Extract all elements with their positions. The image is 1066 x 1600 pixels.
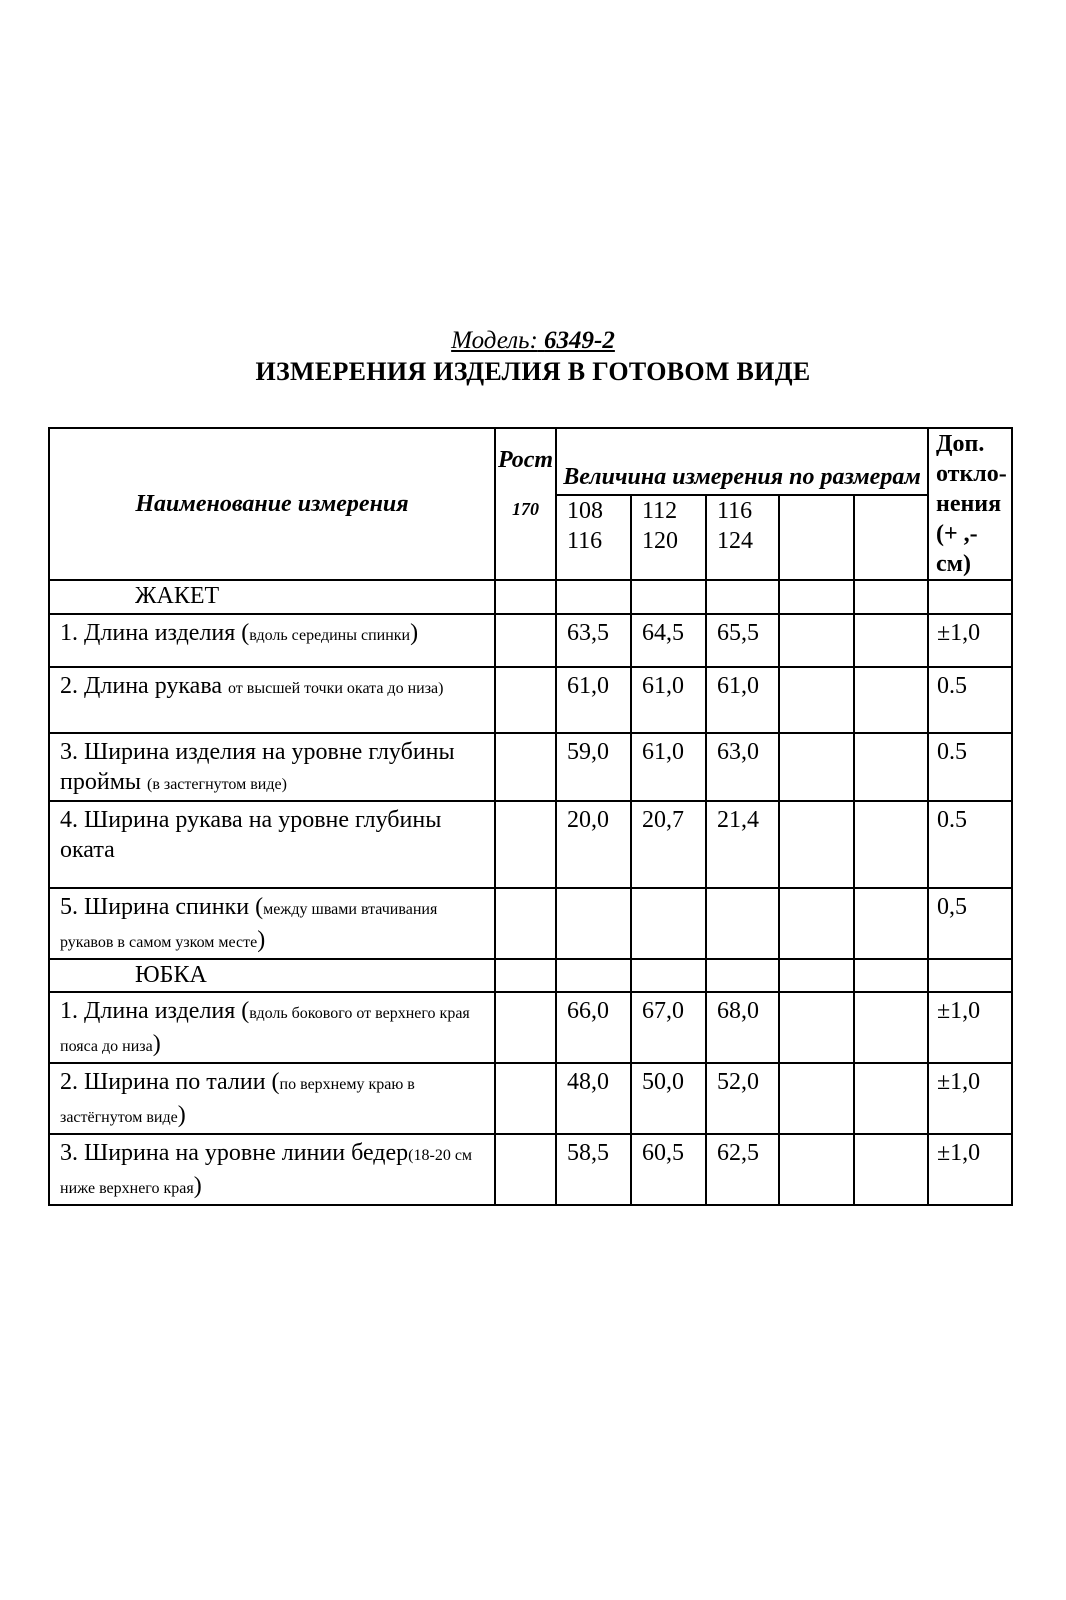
empty-cell	[779, 733, 854, 801]
measurement-label: 2. Ширина по талии (	[60, 1069, 280, 1095]
size-value: 60,5	[631, 1134, 706, 1205]
measurement-tail: )	[152, 1031, 161, 1057]
measurement-note: (в застегнутом виде)	[147, 776, 287, 793]
size-value: 61,0	[631, 667, 706, 733]
model-number: 6349-2	[544, 327, 615, 354]
empty-cell	[779, 992, 854, 1063]
size-column	[631, 495, 706, 580]
height-cell	[495, 992, 556, 1063]
section-title: ЮБКА	[49, 959, 495, 992]
size-value	[631, 888, 706, 959]
table-row	[49, 667, 1012, 733]
measurement-note: между швами втачивания рукавов в самом узком месте	[60, 901, 438, 951]
section-title: ЖАКЕТ	[49, 580, 495, 614]
empty-cell	[706, 959, 779, 992]
measurement-name	[49, 614, 495, 667]
size-value: 68,0	[706, 992, 779, 1063]
table-row	[49, 1134, 1012, 1205]
empty-cell	[854, 801, 928, 888]
measurement-note: от высшей точки оката до низа)	[228, 680, 444, 697]
height-cell	[495, 733, 556, 801]
height-label: Рост	[497, 447, 554, 473]
size-value: 63,0	[706, 733, 779, 801]
empty-cell	[779, 1134, 854, 1205]
empty-cell	[631, 580, 706, 614]
tolerance-value: 0.5	[928, 733, 1012, 801]
tolerance-value: ±1,0	[928, 992, 1012, 1063]
size-value: 65,5	[706, 614, 779, 667]
measurement-name	[49, 801, 495, 888]
empty-cell	[928, 580, 1012, 614]
size-value: 64,5	[631, 614, 706, 667]
size-value: 50,0	[631, 1063, 706, 1134]
size-column	[556, 495, 631, 580]
tolerance-value: 0,5	[928, 888, 1012, 959]
height-cell	[495, 667, 556, 733]
empty-cell	[779, 667, 854, 733]
empty-cell	[779, 1063, 854, 1134]
measurement-tail: )	[193, 1173, 202, 1199]
size-column	[706, 495, 779, 580]
height-cell	[495, 1063, 556, 1134]
size-value: 58,5	[556, 1134, 631, 1205]
size-value: 63,5	[556, 614, 631, 667]
empty-cell	[854, 667, 928, 733]
tolerance-line: Доп.	[936, 431, 985, 457]
table-row	[49, 1063, 1012, 1134]
tolerance-value: ±1,0	[928, 1063, 1012, 1134]
empty-cell	[556, 959, 631, 992]
height-cell	[495, 801, 556, 888]
empty-cell	[495, 959, 556, 992]
measurement-name	[49, 733, 495, 801]
measurement-label: 3. Ширина изделия на уровне глубины проймы	[60, 739, 455, 795]
measurement-tail: )	[410, 620, 419, 646]
empty-size-column	[854, 495, 928, 580]
empty-cell	[779, 580, 854, 614]
empty-cell	[854, 888, 928, 959]
measurement-label: 4. Ширина рукава на уровне глубины оката	[60, 807, 442, 863]
col-header-name: Наименование измерения	[49, 428, 495, 580]
empty-cell	[495, 580, 556, 614]
empty-cell	[556, 580, 631, 614]
empty-cell	[779, 614, 854, 667]
table-row	[49, 992, 1012, 1063]
empty-cell	[779, 888, 854, 959]
empty-cell	[779, 801, 854, 888]
size-bottom: 120	[642, 527, 678, 554]
empty-size-column	[779, 495, 854, 580]
measurement-name	[49, 1134, 495, 1205]
size-top: 116	[717, 497, 753, 524]
size-bottom: 124	[717, 527, 753, 554]
section-row	[49, 580, 1012, 614]
tolerance-value: ±1,0	[928, 614, 1012, 667]
size-value: 62,5	[706, 1134, 779, 1205]
tolerance-line: откло-	[936, 461, 1007, 487]
model-label: Модель:	[451, 327, 538, 354]
height-value: 170	[512, 499, 539, 519]
size-value: 61,0	[556, 667, 631, 733]
size-top: 112	[642, 497, 678, 524]
col-header-height	[495, 428, 556, 580]
tolerance-value: ±1,0	[928, 1134, 1012, 1205]
size-value: 52,0	[706, 1063, 779, 1134]
size-value: 61,0	[631, 733, 706, 801]
measurement-label: 5. Ширина спинки (	[60, 894, 264, 920]
tolerance-line: нения	[936, 491, 1002, 517]
empty-cell	[854, 959, 928, 992]
size-value: 48,0	[556, 1063, 631, 1134]
measurement-note: вдоль середины спинки	[249, 627, 411, 644]
height-cell	[495, 614, 556, 667]
size-value: 66,0	[556, 992, 631, 1063]
measurement-tail: )	[257, 927, 266, 953]
table-row	[49, 733, 1012, 801]
empty-cell	[854, 1134, 928, 1205]
size-value	[706, 888, 779, 959]
measurement-tail: )	[177, 1102, 186, 1128]
table-row	[49, 888, 1012, 959]
empty-cell	[854, 733, 928, 801]
page-title: ИЗМЕРЕНИЯ ИЗДЕЛИЯ В ГОТОВОМ ВИДЕ	[255, 357, 811, 386]
table-row	[49, 614, 1012, 667]
height-cell	[495, 1134, 556, 1205]
size-bottom: 116	[567, 527, 603, 554]
size-value: 21,4	[706, 801, 779, 888]
size-value: 67,0	[631, 992, 706, 1063]
empty-cell	[928, 959, 1012, 992]
empty-cell	[854, 614, 928, 667]
empty-cell	[854, 580, 928, 614]
size-top: 108	[567, 497, 603, 524]
measurement-label: 3. Ширина на уровне линии бедер	[60, 1140, 409, 1166]
empty-cell	[854, 992, 928, 1063]
size-value: 20,0	[556, 801, 631, 888]
measurement-note: вдоль бокового от верхнего края пояса до низа	[60, 1005, 470, 1055]
measurement-name	[49, 1063, 495, 1134]
tolerance-line: (+ ,-см)	[936, 521, 978, 577]
size-value: 20,7	[631, 801, 706, 888]
size-value	[556, 888, 631, 959]
measurement-note: (18-20 см ниже верхнего края	[60, 1147, 473, 1197]
empty-cell	[631, 959, 706, 992]
measurement-label: 2. Длина рукава	[60, 673, 228, 699]
tolerance-value: 0.5	[928, 667, 1012, 733]
size-value: 59,0	[556, 733, 631, 801]
measurement-label: 1. Длина изделия (	[60, 998, 250, 1024]
measurements-table	[48, 427, 1013, 1206]
size-value: 61,0	[706, 667, 779, 733]
col-header-tolerance	[928, 428, 1012, 580]
measurement-note: по верхнему краю в застёгнутом виде	[60, 1076, 415, 1126]
section-row	[49, 959, 1012, 992]
col-header-sizes: Величина измерения по размерам	[556, 428, 928, 495]
height-cell	[495, 888, 556, 959]
measurement-name	[49, 667, 495, 733]
model-heading	[0, 327, 1066, 355]
table-row	[49, 801, 1012, 888]
empty-cell	[779, 959, 854, 992]
empty-cell	[854, 1063, 928, 1134]
measurement-name	[49, 888, 495, 959]
measurement-name	[49, 992, 495, 1063]
empty-cell	[706, 580, 779, 614]
tolerance-value: 0.5	[928, 801, 1012, 888]
measurement-label: 1. Длина изделия (	[60, 620, 250, 646]
